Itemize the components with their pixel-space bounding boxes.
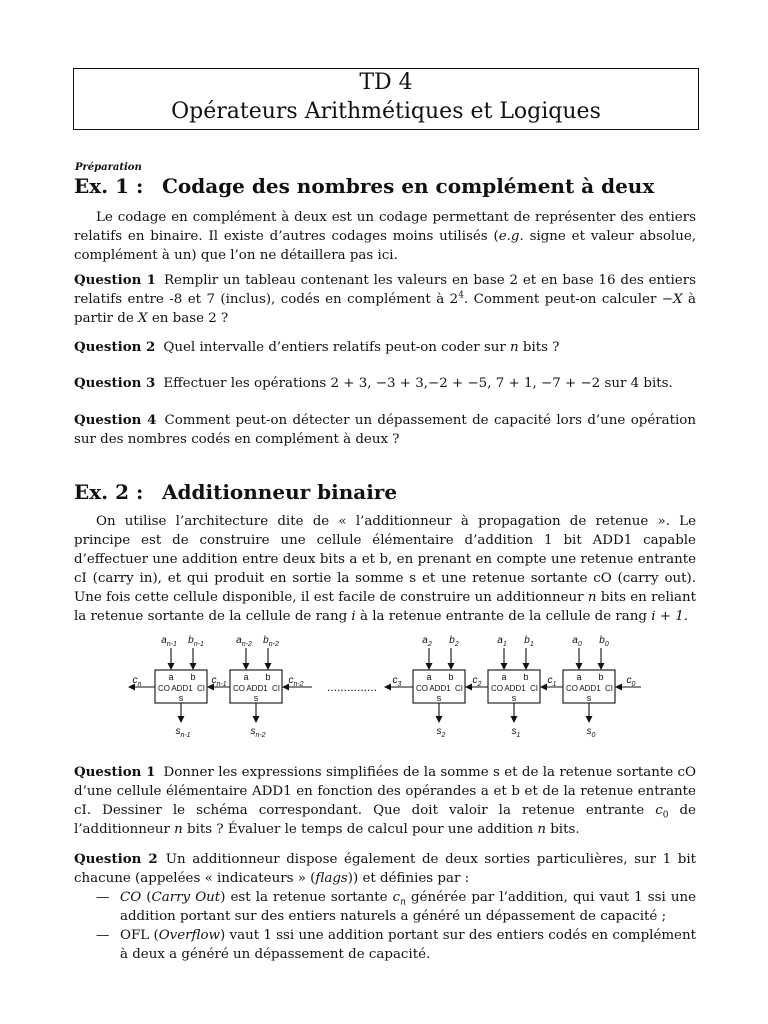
port-b-label: b: [265, 672, 271, 682]
port-co-label: CO: [416, 684, 428, 693]
sum-output-label: $s_1$: [511, 726, 521, 739]
port-b-label: b: [448, 672, 454, 682]
ripple-carry-adder-diagram: [0, 630, 768, 750]
ex1-question-3: Question 3 Effectuer les opérations 2 + 3, −3 + 3,−2 + −5, 7 + 1, −7 + −2 sur 4 bits.: [74, 375, 673, 391]
port-s-label: s: [178, 693, 184, 703]
ex1-title: Codage des nombres en complément à deux: [162, 174, 655, 198]
carry-in-label: $c_{n-2}$: [288, 675, 304, 688]
cell-name-label: ADD1: [171, 684, 193, 693]
list-item: — OFL (Overflow) vaut 1 ssi une addition portant sur des entiers codés en complément à deux a généré un dépassement de capacité.: [96, 928, 696, 962]
input-a-label: $a_{n-2}$: [236, 635, 252, 648]
ex1-question-4: Question 4 Comment peut-on détecter un dépassement de capacité lors d’une opération sur des nombres codés en complément à deux ?: [74, 412, 696, 447]
preparation-label: Préparation: [75, 162, 142, 173]
port-co-label: CO: [158, 684, 170, 693]
port-b-label: b: [523, 672, 529, 682]
flags-list: [74, 888, 696, 964]
port-ci-label: CI: [605, 684, 613, 693]
input-a-label: $a_1$: [497, 635, 507, 648]
port-s-label: s: [436, 693, 442, 703]
port-s-label: s: [511, 693, 517, 703]
carry-in-label: $c_2$: [472, 675, 482, 688]
port-co-label: CO: [233, 684, 245, 693]
ex1-number: Ex. 1 :: [74, 174, 144, 198]
cell-name-label: ADD1: [579, 684, 601, 693]
sum-output-label: $s_2$: [436, 726, 446, 739]
port-a-label: a: [168, 672, 174, 682]
port-a-label: a: [576, 672, 582, 682]
carry-in-label: $c_1$: [547, 675, 557, 688]
ex1-question-2: Question 2 Quel intervalle d’entiers relatifs peut-on coder sur n bits ?: [74, 339, 560, 355]
cell-name-label: ADD1: [429, 684, 451, 693]
ex2-question-2: Question 2 Un additionneur dispose également de deux sorties particulières, sur 1 bit chacune (appelées « indicateurs » (flags)) et définies par :: [74, 851, 696, 886]
port-a-label: a: [243, 672, 249, 682]
page-title: Opérateurs Arithmétiques et Logiques: [171, 99, 601, 124]
port-ci-label: CI: [197, 684, 205, 693]
port-a-label: a: [501, 672, 507, 682]
port-co-label: CO: [566, 684, 578, 693]
input-b-label: $b_0$: [599, 635, 609, 648]
input-a-label: $a_2$: [422, 635, 432, 648]
input-b-label: $b_{n-1}$: [188, 635, 204, 648]
port-ci-label: CI: [530, 684, 538, 693]
cell-name-label: ADD1: [246, 684, 268, 693]
ellipsis-dots: ...............: [326, 680, 378, 694]
list-item: — CO (Carry Out) est la retenue sortante $c_n$ générée par l’addition, qui vaut 1 ssi une addition portant sur des entiers naturels a généré un dépassement de capacité ;: [96, 890, 696, 924]
port-a-label: a: [426, 672, 432, 682]
ex2-number: Ex. 2 :: [74, 480, 144, 504]
ex1-intro: Le codage en complément à deux est un codage permettant de représenter des entiers relatifs en binaire. Il existe d’autres codages moins utilisés (e.g. signe et valeur absolue, complément à un) que l’on ne détaillera pas ici.: [74, 210, 697, 263]
port-ci-label: CI: [455, 684, 463, 693]
sum-output-label: $s_{n-2}$: [250, 726, 266, 739]
ex1-question-1: Question 1 Remplir un tableau contenant les valeurs en base 2 et en base 16 des entiers relatifs entre -8 et 7 (inclus), codés en complément à $2^4$. Comment peut-on calculer −X à partir de X en base 2 ?: [74, 272, 696, 326]
ex2-title: Additionneur binaire: [162, 480, 398, 504]
port-s-label: s: [253, 693, 259, 703]
td-number: TD 4: [359, 70, 413, 95]
port-s-label: s: [586, 693, 592, 703]
port-b-label: b: [190, 672, 196, 682]
port-co-label: CO: [491, 684, 503, 693]
carry-out-label: $c_n$: [132, 675, 142, 688]
sum-output-label: $s_{n-1}$: [175, 726, 191, 739]
input-b-label: $b_{n-2}$: [263, 635, 279, 648]
ex2-heading: [74, 480, 397, 504]
ex2-question-1: Question 1 Donner les expressions simplifiées de la somme s et de la retenue sortante cO d’une cellule élémentaire ADD1 en fonction des opérandes a et b et de la retenue entrante cI. Dessiner le schéma correspondant. Que doit valoir la retenue entrante $c_0$ de l’additionneur n bits ? Évaluer le temps de calcul pour une addition n bits.: [74, 764, 696, 837]
cell-name-label: ADD1: [504, 684, 526, 693]
carry-out-label: $c_3$: [392, 675, 402, 688]
title-box: [73, 68, 699, 130]
ex1-heading: [74, 174, 654, 198]
input-a-label: $a_0$: [572, 635, 582, 648]
port-b-label: b: [598, 672, 604, 682]
carry-in-label: $c_{n-1}$: [211, 675, 227, 688]
port-ci-label: CI: [272, 684, 280, 693]
adder-cells: [129, 635, 641, 739]
ex2-intro: On utilise l’architecture dite de « l’additionneur à propagation de retenue ». Le principe est de construire une cellule élémentaire d’addition 1 bit ADD1 capable d’effectuer une addition entre deux bits a et b, en prenant en compte une retenue entrante cI (carry in), et qui produit en sortie la somme s et une retenue sortante cO (carry out). Une fois cette cellule disponible, il est facile de construire un additionneur n bits en reliant la retenue sortante de la cellule de rang i à la retenue entrante de la cellule de rang i + 1.: [74, 514, 697, 624]
input-b-label: $b_2$: [449, 635, 459, 648]
input-b-label: $b_1$: [524, 635, 534, 648]
input-a-label: $a_{n-1}$: [161, 635, 177, 648]
sum-output-label: $s_0$: [586, 726, 596, 739]
carry-in-label: $c_0$: [626, 675, 636, 688]
